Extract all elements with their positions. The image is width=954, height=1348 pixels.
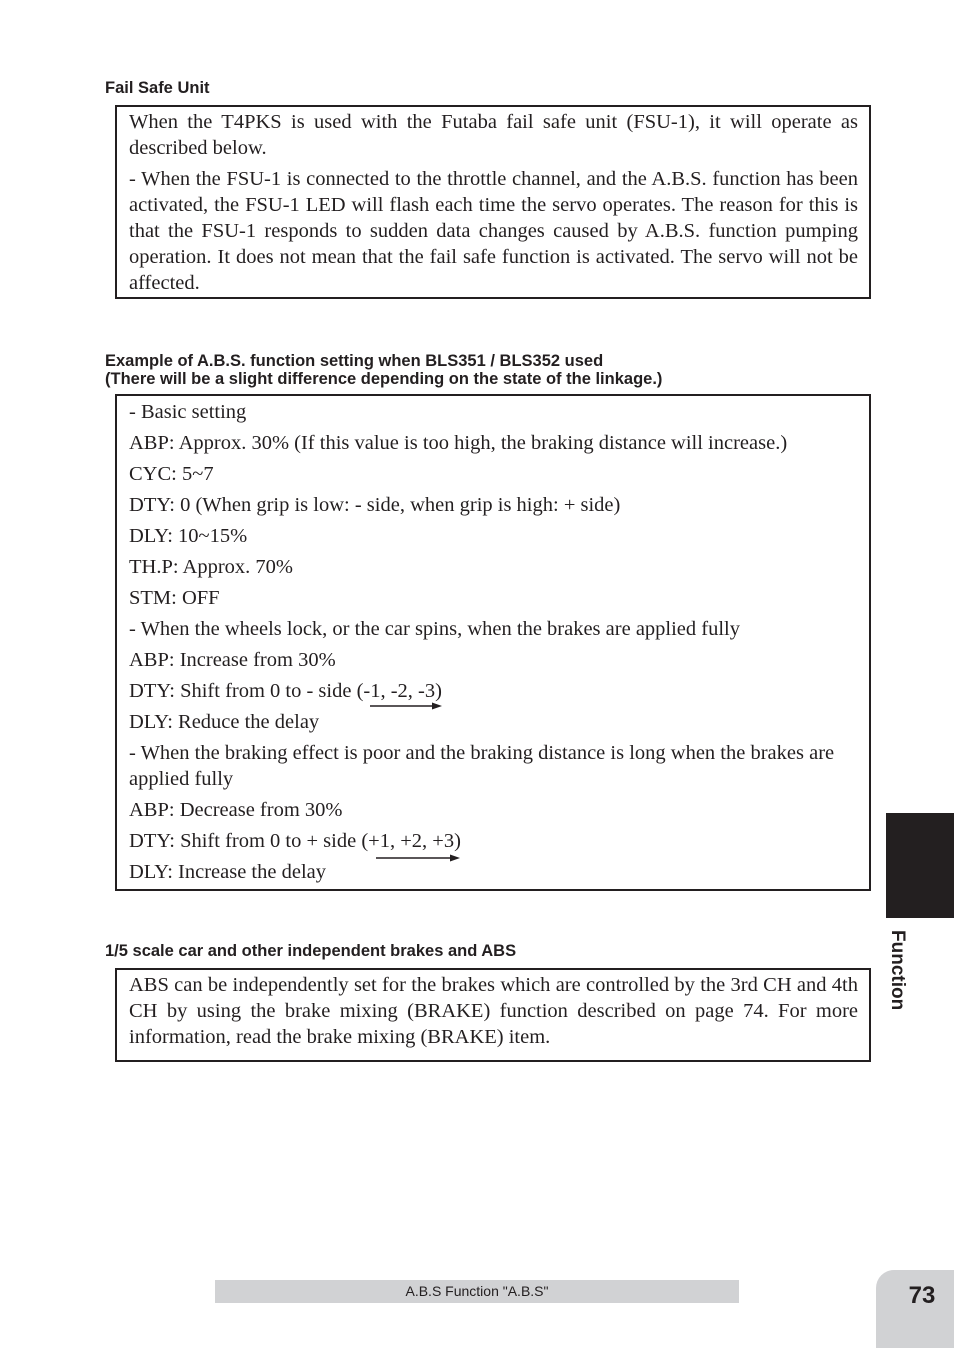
setting-line: STM: OFF [129,587,220,609]
page-number: 73 [908,1282,936,1309]
section-tab-label [882,930,912,1020]
fail-safe-paragraph-2: - When the FSU-1 is connected to the throttle channel, and the A.B.S. function has been activated, the FSU-1 LED will flash each time the servo operates. The reason for this is that the FSU-1 responds to sudden data changes caused by A.B.S. function pumping operation. It does not mean that the fail safe function is activated. The servo will not be affected. [129,168,858,294]
setting-line: - Basic setting [129,401,247,423]
setting-line: DLY: Reduce the delay [129,711,320,733]
setting-line: DTY: 0 (When grip is low: - side, when grip is high: + side) [129,494,621,516]
setting-line: DLY: Increase the delay [129,861,326,883]
example-heading-line-1: Example of A.B.S. function setting when BLS351 / BLS352 used [105,352,604,370]
setting-line: ABP: Approx. 30% (If this value is too high, the braking distance will increase.) [129,432,788,454]
fail-safe-paragraph-1: When the T4PKS is used with the Futaba fail safe unit (FSU-1), it will operate as described below. [129,111,858,159]
example-settings-box [115,394,871,891]
setting-line: TH.P: Approx. 70% [129,556,293,578]
section-tab-text: Function [887,930,908,1011]
footer-title: A.B.S Function "A.B.S" [405,1283,549,1299]
independent-brakes-heading: 1/5 scale car and other independent brakes and ABS [105,942,517,960]
fail-safe-heading: Fail Safe Unit [105,79,210,97]
footer-title-bar [215,1280,739,1303]
independent-brakes-box [115,968,871,1062]
plus-side-arrow-icon [376,852,463,864]
setting-line: ABP: Decrease from 30% [129,799,343,821]
independent-brakes-paragraph: ABS can be independently set for the brakes which are controlled by the 3rd CH and 4th CH by using the brake mixing (BRAKE) function described on page 74. For more information, read the brake mixing (BRAKE) item. [129,974,858,1048]
setting-line: CYC: 5~7 [129,463,214,485]
setting-line: DTY: Shift from 0 to + side (+1, +2, +3) [129,830,461,852]
setting-line: - When the wheels lock, or the car spins, when the brakes are applied fully [129,618,740,640]
page-number-tab [876,1270,954,1348]
setting-line: DLY: 10~15% [129,525,248,547]
example-heading-line-2: (There will be a slight difference depending on the state of the linkage.) [105,370,663,388]
setting-line: ABP: Increase from 30% [129,649,336,671]
setting-line: DTY: Shift from 0 to - side (-1, -2, -3) [129,680,442,702]
fail-safe-box [115,105,871,299]
setting-line: - When the braking effect is poor and the braking distance is long when the brakes are applied fully [129,742,835,790]
section-tab [886,813,954,918]
minus-side-arrow-icon [370,700,445,712]
example-heading [105,352,662,388]
